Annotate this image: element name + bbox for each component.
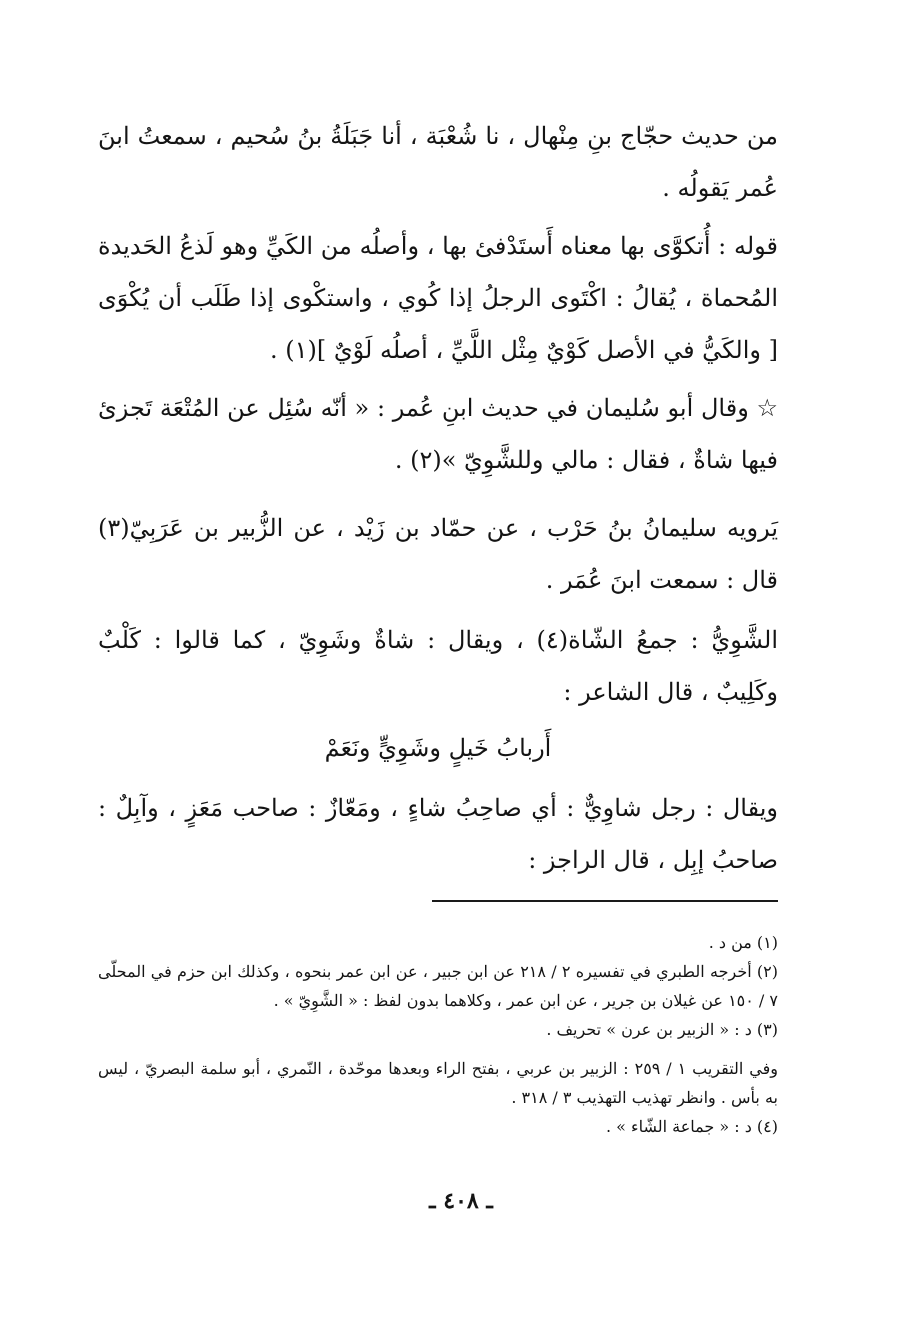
paragraph-shawi-usage: ويقال : رجل شاوِيٌّ : أي صاحِبُ شاءٍ ، ومَعّازٌ : صاحب مَعَزٍ ، وآبِلٌ : صاحبُ إبِل ، قال الراجز : [98, 794, 779, 874]
footnote-separator [432, 900, 778, 902]
paragraph-kay-explanation: قوله : أُتكوَّى بها معناه أَستَدْفئ بها ، وأصلُه من الكَيِّ وهو لَذعُ الحَديدة المُحماة ، يُقالُ : اكْتَوى الرجلُ إذا كُوي ، واستكْوى إذا طَلَب أن يُكْوَى [ والكَيُّ في الأصل كَوْيٌ مِثْل اللَّيِّ ، أصلُه لَوْيٌ ](١) . [98, 232, 778, 364]
paragraph-isnad: يَرويه سليمانُ بنُ حَرْب ، عن حمّاد بن زَيْد ، عن الزُّبير بن عَرَبِيّ(٣) قال : سمعت ابنَ عُمَر . [98, 514, 778, 594]
footnote-3: (٣) د : « الزبير بن عرن » تحريف . [546, 1020, 778, 1039]
footnote-3-continuation: وفي التقريب ١ / ٢٥٩ : الزبير بن عربي ، بفتح الراء وبعدها موحّدة ، النّمري ، أبو سلمة البصريّ ، ليس به بأس . وانظر تهذيب التهذيب ٣ / ٣١٨ . [98, 1059, 779, 1107]
poetry-verse: أَربابُ خَيلٍ وشَوِيٍّ ونَعَمْ [324, 734, 552, 762]
page-number: ـ ٤٠٨ ـ [429, 1188, 493, 1214]
footnote-1: (١) من د . [708, 933, 778, 952]
footnote-4: (٤) د : « جماعة الشّاء » . [606, 1117, 778, 1136]
paragraph-abu-sulayman-hadith: ☆ وقال أبو سُليمان في حديث ابنِ عُمر : « أنّه سُئِل عن المُتْعَة تَجزئ فيها شاةٌ ، فقال : مالي وللشَّوِيّ »(٢) . [98, 394, 778, 474]
footnote-2: (٢) أخرجه الطبري في تفسيره ٢ / ٢١٨ عن ابن جبير ، عن ابن عمر بنحوه ، وكذلك ابن حزم في المحلّى ٧ / ١٥٠ عن غيلان بن جرير ، عن ابن عمر ، وكلاهما بدون لفظ : « الشَّوِيّ » . [98, 962, 779, 1010]
paragraph-shawi-definition: الشَّوِيُّ : جمعُ الشّاة(٤) ، ويقال : شاةٌ وشَوِيّ ، كما قالوا : كَلْبٌ وكَلِيبٌ ، قال الشاعر : [98, 626, 778, 706]
footnotes-section [98, 928, 778, 1141]
paragraph-hadith-source: من حديث حجّاج بنِ مِنْهال ، نا شُعْبَة ، أنا جَبَلَةُ بنُ سُحيم ، سمعتُ ابنَ عُمر يَقولُه . [98, 122, 778, 202]
